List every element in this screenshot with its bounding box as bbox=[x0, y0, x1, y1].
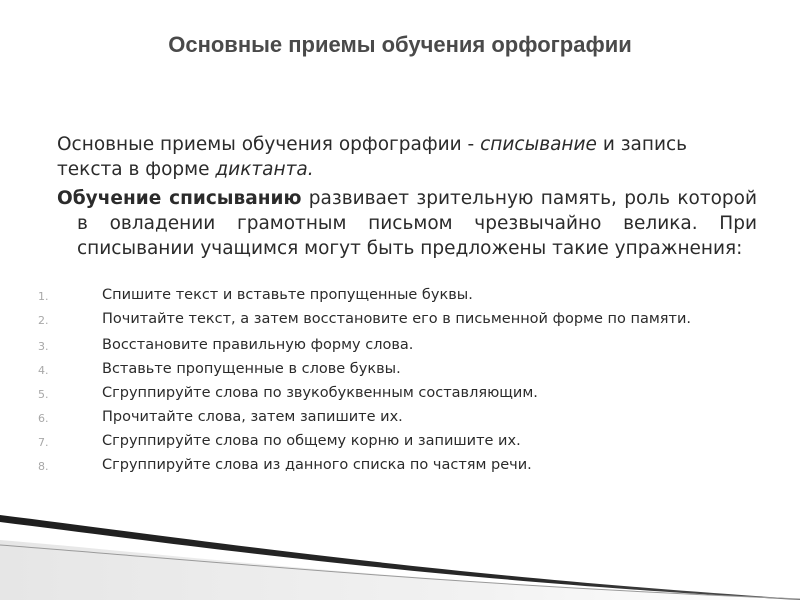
intro-text-1: Основные приемы обучения орфографии - bbox=[57, 134, 481, 155]
list-item bbox=[38, 432, 758, 451]
list-item-number: 3. bbox=[38, 340, 49, 353]
list-item-text: Восстановите правильную форму слова. bbox=[102, 337, 414, 353]
list-item-text: Спишите текст и вставьте пропущенные буквы. bbox=[102, 287, 473, 303]
list-item bbox=[38, 384, 758, 403]
list-item-text: Сгруппируйте слова по звукобуквенным составляющим. bbox=[102, 385, 538, 401]
list-item-text: Сгруппируйте слова из данного списка по частям речи. bbox=[102, 457, 532, 473]
list-item-number: 1. bbox=[38, 290, 49, 303]
copying-paragraph-text: развивает зрительную память, роль которой в овладении грамотным письмом чрезвычайно велика. При списывании учащимся могут быть предложены такие упражнения: bbox=[77, 188, 757, 259]
list-item-number: 4. bbox=[38, 364, 49, 377]
list-item bbox=[38, 360, 758, 379]
decorative-wave bbox=[0, 500, 800, 600]
list-item-number: 6. bbox=[38, 412, 49, 425]
copying-paragraph-strong: Обучение списыванию bbox=[57, 188, 302, 209]
list-item bbox=[38, 456, 758, 475]
list-item-number: 7. bbox=[38, 436, 49, 449]
slide-title: Основные приемы обучения орфографии bbox=[168, 32, 632, 57]
exercise-list bbox=[38, 286, 758, 480]
list-item bbox=[38, 336, 758, 355]
list-item-text: Почитайте текст, а затем восстановите его в письменной форме по памяти. bbox=[102, 311, 691, 327]
intro-paragraph bbox=[57, 132, 757, 182]
slide-body bbox=[57, 132, 757, 261]
list-item-text: Вставьте пропущенные в слове буквы. bbox=[102, 361, 401, 377]
copying-paragraph bbox=[57, 186, 757, 261]
list-item bbox=[38, 286, 758, 305]
list-item bbox=[38, 310, 758, 329]
intro-text-2: и запись текста в форме bbox=[57, 134, 688, 180]
intro-emphasis-copying: списывание bbox=[480, 134, 597, 155]
list-item-text: Прочитайте слова, затем запишите их. bbox=[102, 409, 403, 425]
list-item-number: 8. bbox=[38, 460, 49, 473]
list-item-number: 2. bbox=[38, 314, 49, 327]
list-item bbox=[38, 408, 758, 427]
list-item-number: 5. bbox=[38, 388, 49, 401]
list-item-text: Сгруппируйте слова по общему корню и запишите их. bbox=[102, 433, 521, 449]
intro-emphasis-dictation: диктанта. bbox=[215, 159, 314, 180]
